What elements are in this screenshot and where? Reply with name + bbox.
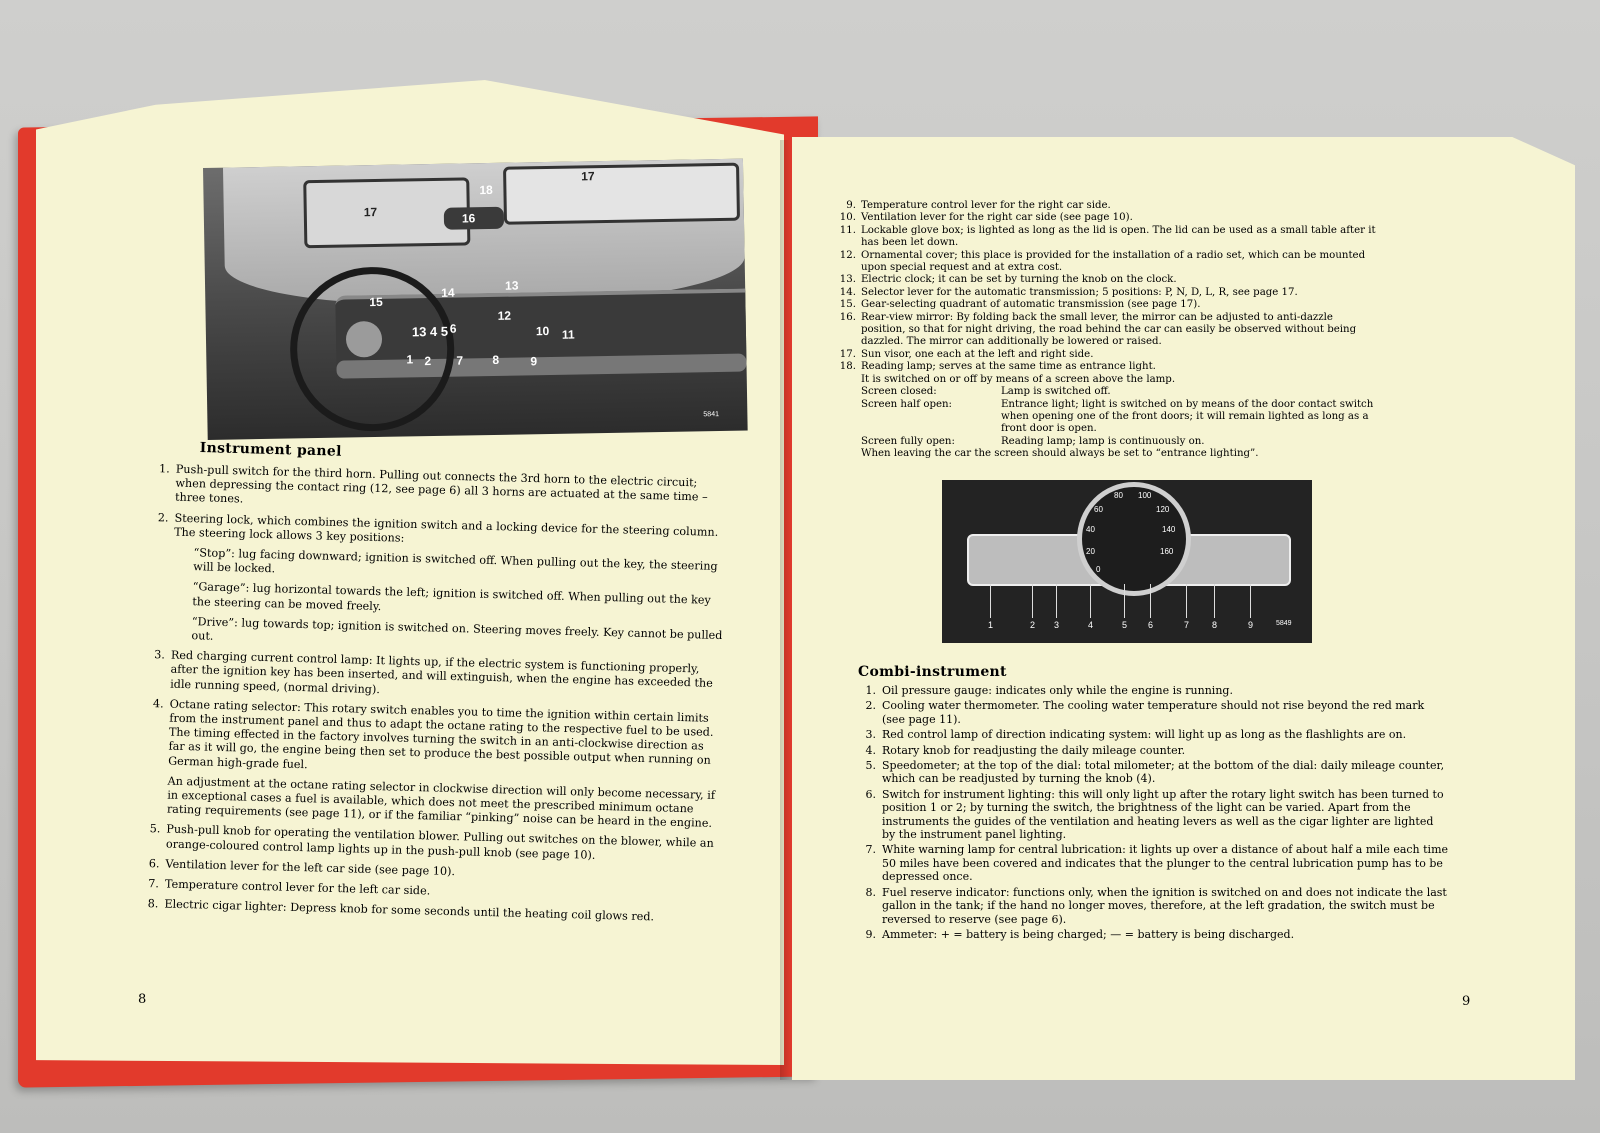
- sub-paragraph: “Stop”: lug facing downward; ignition is switched off. When pulling out the key, the steering will be locked.: [193, 546, 718, 576]
- item-number: 6.: [148, 856, 160, 871]
- item-number: 7.: [148, 877, 160, 891]
- photo-label: 17: [581, 169, 595, 184]
- photo-label: 18: [479, 182, 493, 198]
- item-text: Ammeter: + = battery is being charged; — = battery is being discharged.: [882, 927, 1295, 941]
- callout-number: 7: [1184, 620, 1190, 630]
- item-text: Electric clock; it can be set by turning the knob on the clock.: [861, 274, 1177, 286]
- speedometer-dial: [1077, 482, 1191, 596]
- item-text: Speedometer; at the top of the dial: total milometer; at the bottom of the dial: daily mileage counter, which can be readjusted by turning the knob (4).: [882, 759, 1445, 786]
- callout-number: 6: [1148, 620, 1154, 630]
- item-text: White warning lamp for central lubrication: it lights up over a distance of about half a mile each time 50 miles have been covered and indicates that the plunger to the central lubrication pump has to be depressed once.: [882, 843, 1449, 884]
- item-number: 9.: [865, 927, 876, 941]
- item-number: 13.: [839, 274, 856, 286]
- item-text: Cooling water thermometer. The cooling water temperature should not rise beyond the red mark (see page 11).: [882, 699, 1425, 726]
- item-text: Rear-view mirror: By folding back the small lever, the mirror can be adjusted to anti-dazzle position, so that for night driving, the road behind the car can easily be observed without being dazzled. The mirror can additionally be lowered or raised.: [861, 311, 1357, 348]
- list-item: [836, 312, 1376, 349]
- sub-paragraph: “Garage”: lug horizontal towards the left; ignition is switched off. When pulling out the key the steering can be moved freely.: [192, 580, 711, 613]
- photo-label: 9: [530, 354, 538, 369]
- item-number: 15.: [839, 299, 856, 311]
- speedo-number: 140: [1162, 525, 1176, 534]
- item-text: Rotary knob for readjusting the daily mileage counter.: [882, 743, 1186, 757]
- reading-lamp-note: When leaving the car the screen should always be set to “entrance lighting”.: [861, 448, 1259, 460]
- item-number: 5.: [865, 759, 876, 773]
- photo-label: 14: [441, 285, 455, 300]
- screen-value: Entrance light; light is switched on by means of the door contact switch when opening one of the front doors; it will remain lighted as long as a front door is open.: [1001, 398, 1374, 435]
- photo-label: 2: [424, 354, 432, 369]
- list-item: [836, 287, 1376, 299]
- list-item: [858, 744, 1448, 757]
- instrument-panel-list-continued: [836, 200, 1376, 461]
- callout-line: [1150, 584, 1151, 618]
- item-text: Selector lever for the automatic transmission; 5 positions: P, N, D, L, R, see page 17.: [861, 286, 1298, 298]
- page-number-right: 9: [1462, 994, 1471, 1009]
- item-number: 16.: [839, 311, 856, 323]
- item-text: Temperature control lever for the right car side.: [861, 200, 1111, 211]
- dashboard-photo: [203, 159, 748, 440]
- item-text: Gear-selecting quadrant of automatic transmission (see page 17).: [861, 299, 1201, 311]
- section-heading-instrument-panel: Instrument panel: [199, 440, 342, 460]
- callout-number: 8: [1212, 620, 1218, 630]
- speedo-number: 120: [1156, 505, 1170, 514]
- sub-paragraph: “Drive”: lug towards top; ignition is switched on. Steering moves freely. Key cannot be pulled out.: [191, 614, 723, 643]
- callout-line: [1032, 584, 1033, 618]
- item-number: 17.: [839, 348, 856, 360]
- speedo-number: 160: [1160, 547, 1174, 556]
- item-number: 14.: [839, 286, 856, 298]
- callout-line: [1250, 584, 1251, 618]
- item-number: 2.: [865, 699, 876, 713]
- screen-row: [861, 436, 1376, 448]
- item-number: 1.: [865, 684, 876, 697]
- photo-label: 16: [461, 211, 476, 226]
- speedo-number: 100: [1138, 491, 1152, 500]
- item-text: Push-pull switch for the third horn. Pulling out connects the 3rd horn to the electric circuit; when depressing the contact ring (12, see page 6) all 3 horns are actuated at the same time – three tones.: [174, 462, 708, 506]
- combi-instrument-photo: [942, 480, 1312, 643]
- list-item: [836, 225, 1376, 250]
- photo-label: 13 4 5: [411, 323, 449, 340]
- speedo-number: 80: [1114, 491, 1123, 500]
- list-item: [144, 648, 725, 706]
- item-number: 5.: [149, 822, 161, 836]
- speedo-number: 0: [1096, 565, 1101, 574]
- screen-row: [861, 399, 1376, 436]
- item-number: 18.: [839, 361, 856, 373]
- list-item: [836, 250, 1376, 275]
- photo-code: 5849: [1276, 620, 1292, 627]
- list-item: [836, 200, 1376, 212]
- list-item: [858, 699, 1448, 726]
- callout-line: [1090, 584, 1091, 618]
- item-number: 8.: [147, 897, 159, 911]
- item-text: Push-pull knob for operating the ventilation blower. Pulling out switches on the blower, while an orange-coloured control lamp lights up in the push-pull knob (see page 10).: [165, 823, 714, 862]
- callout-number: 1: [988, 620, 994, 630]
- item-number: 3.: [154, 648, 166, 662]
- page-number-left: 8: [138, 992, 147, 1007]
- photo-label: 17: [363, 204, 378, 220]
- item-text: Octane rating selector: This rotary switch enables you to time the ignition within certain limits from the instrument panel and thus to adapt the octane rating to the respective fuel to be used. The timing effected in the factory involves turning the switch in an anti-clockwise direction as far as it will go, the engine being then set to produce the best possible output when running on German high-grade fuel.: [168, 697, 714, 771]
- speedo-number: 20: [1086, 547, 1095, 556]
- list-item: [858, 684, 1448, 697]
- list-item: [858, 843, 1448, 883]
- item-text: Ornamental cover; this place is provided for the installation of a radio set, which can be mounted upon special request and at extra cost.: [861, 249, 1366, 274]
- item-text: Ventilation lever for the left car side (see page 10).: [165, 857, 456, 878]
- item-text: Red charging current control lamp: It lights up, if the electric system is functioning properly, after the ignition key has been inserted, and will extinguish, when the engine has exceeded the idle running speed, (normal driving).: [170, 648, 713, 696]
- item-number: 9.: [846, 200, 856, 211]
- photo-label: 7: [456, 353, 464, 368]
- list-item: [858, 788, 1448, 842]
- item-number: 10.: [839, 212, 856, 224]
- photo-label: 13: [504, 278, 519, 293]
- item-text: Temperature control lever for the left car side.: [164, 877, 431, 898]
- photo-label: 12: [497, 308, 512, 323]
- callout-line: [990, 584, 991, 618]
- photo-code: 5841: [703, 411, 720, 419]
- callout-line: [1186, 584, 1187, 618]
- photo-label: 11: [561, 327, 575, 342]
- item-text: Electric cigar lighter: Depress knob for some seconds until the heating coil glows red.: [164, 897, 655, 924]
- callout-line: [1056, 584, 1057, 618]
- list-item: [836, 299, 1376, 311]
- item-number: 7.: [865, 843, 876, 857]
- sun-visor-right: [503, 163, 740, 225]
- photo-label: 8: [492, 352, 500, 367]
- screen-label: Screen closed:: [861, 386, 937, 398]
- list-item: [836, 212, 1376, 224]
- callout-line: [1124, 584, 1125, 618]
- item-number: 11.: [839, 224, 856, 236]
- reading-lamp-details: [861, 374, 1376, 461]
- list-item: [858, 886, 1448, 926]
- list-item: [858, 759, 1448, 786]
- callout-line: [1214, 584, 1215, 618]
- reading-lamp-intro: It is switched on or off by means of a screen above the lamp.: [861, 373, 1176, 385]
- item-number: 4.: [152, 697, 164, 711]
- callout-number: 2: [1030, 620, 1036, 630]
- item-number: 12.: [839, 249, 856, 261]
- item-text: Red control lamp of direction indicating system: will light up as long as the flashlights are on.: [882, 728, 1407, 742]
- item-text: Ventilation lever for the right car side (see page 10).: [861, 212, 1133, 224]
- photo-label: 1: [406, 352, 414, 367]
- list-item: [142, 697, 724, 783]
- callout-number: 9: [1248, 620, 1254, 630]
- speedo-number: 60: [1094, 505, 1103, 514]
- screen-label: Screen fully open:: [861, 435, 955, 447]
- item-number: 6.: [865, 787, 876, 801]
- callout-number: 3: [1054, 620, 1060, 630]
- item-number: 1.: [158, 462, 170, 476]
- photo-label: 6: [449, 321, 457, 336]
- sub-paragraph: An adjustment at the octane rating selector in clockwise direction will only become necessary, if in exceptional cases a fuel is available, which does not meet the prescribed minimum octane rating requirements (see page 11), or if the familiar “pinking” noise can be heard in the engine.: [166, 774, 716, 831]
- screen-row: [861, 386, 1376, 398]
- section-heading-combi-instrument: Combi-instrument: [858, 664, 1007, 680]
- item-text: Reading lamp; serves at the same time as entrance light.: [861, 361, 1156, 373]
- callout-number: 5: [1122, 620, 1128, 630]
- item-number: 8.: [865, 885, 876, 899]
- photo-label: 10: [535, 323, 550, 339]
- speedo-number: 40: [1086, 525, 1095, 534]
- instrument-panel-list: [138, 462, 730, 933]
- photo-label: 15: [369, 294, 383, 310]
- item-text: Lockable glove box; is lighted as long as the lid is open. The lid can be used as a small table after it has been let down.: [861, 224, 1376, 249]
- item-number: 4.: [865, 743, 876, 757]
- list-item: [858, 728, 1448, 741]
- list-item: [836, 274, 1376, 286]
- item-text: Sun visor, one each at the left and right side.: [861, 348, 1094, 360]
- item-number: 3.: [865, 728, 876, 742]
- item-text: Steering lock, which combines the ignition switch and a locking device for the steering column. The steering lock allows 3 key positions:: [174, 511, 719, 545]
- item-text: Fuel reserve indicator: functions only, when the ignition is switched on and does not indicate the last gallon in the tank; if the hand no longer moves, therefore, at the left gradation, the switch must be reversed to reserve (see page 6).: [882, 885, 1447, 926]
- screen-label: Screen half open:: [861, 398, 952, 410]
- item-number: 2.: [157, 510, 169, 525]
- item-text: Oil pressure gauge: indicates only while the engine is running.: [882, 684, 1233, 697]
- combi-instrument-list: [858, 684, 1448, 943]
- screen-value: Lamp is switched off.: [1001, 386, 1111, 398]
- item-text: Switch for instrument lighting: this will only light up after the rotary light switch has been turned to position 1 or 2; by turning the switch, the brightness of the light can be varied. Apart from the instruments the guides of the ventilation and heating levers as well as the cigar lighter are lighted by the instrument panel lighting.: [882, 787, 1444, 842]
- list-item: [858, 928, 1448, 941]
- list-item: [836, 349, 1376, 361]
- list-item: [836, 361, 1376, 373]
- screen-value: Reading lamp; lamp is continuously on.: [1001, 435, 1205, 447]
- callout-number: 4: [1088, 620, 1094, 630]
